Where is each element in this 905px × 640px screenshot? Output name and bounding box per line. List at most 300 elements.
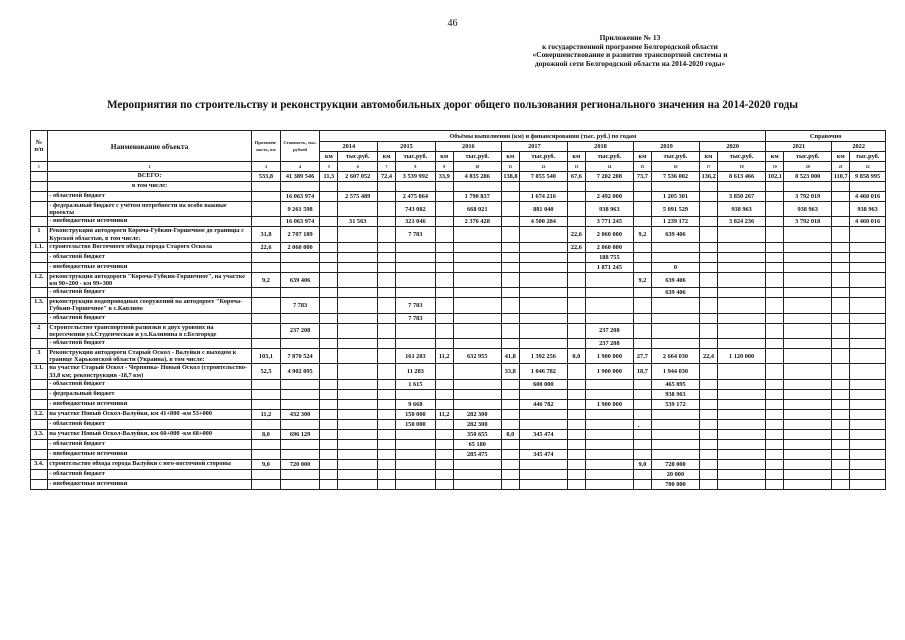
row-value [395,459,435,469]
row-value [567,364,585,379]
row-value: 938 963 [784,202,832,217]
row-value [435,192,453,202]
row-value [717,252,765,262]
row-value [700,449,718,459]
row-value [567,479,585,489]
appendix-header [470,34,790,68]
row-value [252,399,280,409]
row-value: 2 060 000 [280,242,320,252]
row-value [850,313,886,323]
row-number [31,192,48,202]
row-value [435,323,453,338]
row-value [501,479,519,489]
row-value [567,298,585,313]
header-colnum: 3 [252,162,280,172]
header-colnum: 11 [501,162,519,172]
row-value [501,288,519,298]
row-value [585,288,633,298]
table-row [31,227,886,242]
row-value [280,288,320,298]
row-value [832,182,850,192]
row-value [435,217,453,227]
header-colnum: 18 [717,162,765,172]
row-value [766,479,784,489]
row-value: 1 205 301 [651,192,699,202]
row-value: 18,7 [634,364,652,379]
row-value [766,419,784,429]
row-value [320,313,338,323]
row-value: 67,6 [567,172,585,182]
row-value: 103,1 [252,349,280,364]
header-unit: км [320,152,338,162]
row-value [252,419,280,429]
row-value [378,217,396,227]
header-unit: тыс.руб. [784,152,832,162]
row-value: 7 202 208 [585,172,633,182]
row-value: 3 792 018 [784,217,832,227]
header-reference: Справочно [766,131,886,142]
row-value [700,227,718,242]
row-value: 282 300 [453,409,501,419]
row-number: 1.2. [31,272,48,287]
row-value [320,429,338,439]
row-value [519,242,567,252]
row-value [850,339,886,349]
row-value [320,323,338,338]
row-value [700,262,718,272]
row-value [378,323,396,338]
row-value [567,439,585,449]
row-value: 2 664 030 [651,349,699,364]
row-value: 1 790 837 [453,192,501,202]
row-value [766,389,784,399]
row-value [567,449,585,459]
row-value [766,429,784,439]
row-name: - областной бюджет [47,339,252,349]
row-value: 22,6 [252,242,280,252]
row-number [31,172,48,182]
row-value [280,389,320,399]
row-value: 4 835 286 [453,172,501,182]
row-value: 8,0 [501,429,519,439]
row-value: 31 563 [338,217,378,227]
row-value [700,182,718,192]
row-value [832,217,850,227]
row-value [338,349,378,364]
row-value [501,192,519,202]
row-value [850,288,886,298]
row-value [700,288,718,298]
row-value [280,449,320,459]
row-value: 938 963 [717,202,765,217]
row-value [519,298,567,313]
table-row [31,469,886,479]
row-value [832,242,850,252]
row-value [501,409,519,419]
row-number: 1.3. [31,298,48,313]
row-name: реконструкция автодороги "Короча-Губкин-Горшечное", на участке км 90+200 - км 99+300 [47,272,252,287]
row-value [784,469,832,479]
row-value [338,242,378,252]
row-value [501,242,519,252]
row-value: 1 615 [395,379,435,389]
row-value [453,479,501,489]
row-value [320,262,338,272]
row-value: 7 783 [395,298,435,313]
row-value [338,298,378,313]
row-value [567,313,585,323]
row-value [501,459,519,469]
row-value [567,399,585,409]
row-value: 110,7 [833,173,848,180]
row-value: 188 755 [585,252,633,262]
row-value [320,379,338,389]
row-value [766,192,784,202]
row-value [850,182,886,192]
row-value [766,202,784,217]
row-value [832,449,850,459]
page-number: 46 [447,18,458,29]
row-value [832,349,850,364]
row-value [338,272,378,287]
row-value [634,252,652,262]
row-value [784,429,832,439]
row-value [832,192,850,202]
row-value: 1 046 782 [519,364,567,379]
row-value: 4 460 016 [850,217,886,227]
row-value [338,252,378,262]
row-value: 0 [651,262,699,272]
header-colnum: 2 [47,162,252,172]
row-value [378,252,396,262]
table-row [31,439,886,449]
row-value [832,272,850,287]
row-value [567,469,585,479]
appendix-line: к государственной программе Белгородской области [542,41,718,51]
row-value [519,313,567,323]
row-value: 9 668 [395,399,435,409]
row-number [31,313,48,323]
row-value [850,479,886,489]
row-value [850,429,886,439]
row-value: 639 406 [651,272,699,287]
row-value [501,252,519,262]
table-row [31,449,886,459]
header-colnum: 12 [519,162,567,172]
row-value [766,182,784,192]
row-value [567,182,585,192]
row-value: 41 389 546 [280,172,320,182]
row-value: 4 460 016 [850,192,886,202]
row-value [832,409,850,419]
row-value [519,227,567,242]
header-colnum: 17 [700,162,718,172]
row-value [850,262,886,272]
header-unit: км [832,152,850,162]
row-value [585,409,633,419]
row-value: 16 063 974 [280,217,320,227]
row-value [784,349,832,364]
row-value [378,192,396,202]
row-value [832,389,850,399]
row-value [784,379,832,389]
row-value [651,339,699,349]
row-value [700,419,718,429]
row-value: 0,0 [567,349,585,364]
row-value [519,469,567,479]
row-value [567,379,585,389]
row-value [519,419,567,429]
row-value [585,182,633,192]
header-colnums-row [31,162,886,172]
row-value [338,202,378,217]
row-number [31,379,48,389]
row-value [766,469,784,479]
roads-table [30,130,886,490]
row-value [453,242,501,252]
row-value [634,379,652,389]
row-value [700,272,718,287]
row-value [850,272,886,287]
header-name: Наименование объекта [47,131,252,162]
row-value [634,262,652,272]
row-value [252,298,280,313]
row-value: 9 858 995 [850,172,886,182]
table-row [31,339,886,349]
row-value [338,389,378,399]
row-value: 237 208 [280,323,320,338]
row-name: - областной бюджет [47,288,252,298]
row-value [280,313,320,323]
row-value [832,419,850,429]
row-value [634,298,652,313]
row-value [717,469,765,479]
row-name: Реконструкция автодороги Старый Оскол - Валуйки с выходом к границе Харьковской области (Украина), в том числе: [47,349,252,364]
row-value [519,272,567,287]
row-value [501,298,519,313]
row-value [850,379,886,389]
row-value [453,379,501,389]
row-name: строительство обхода города Валуйки с юго-восточной стороны [47,459,252,469]
row-number [31,182,48,192]
header-unit: тыс.руб. [338,152,378,162]
row-value [435,479,453,489]
row-number: 3.3. [31,429,48,439]
row-value [435,242,453,252]
row-value [395,288,435,298]
row-name: Реконструкция автодороги Короча-Губкин-Горшечное до границы с Курской областью, в том числе: [47,227,252,242]
row-value: 8 523 000 [784,172,832,182]
row-value: 11,2 [252,409,280,419]
row-value: 668 021 [453,202,501,217]
row-value [651,182,699,192]
row-value [700,217,718,227]
row-value [453,364,501,379]
row-value [717,262,765,272]
row-value [567,192,585,202]
table-row [31,262,886,272]
row-value: 9,2 [252,272,280,287]
row-value [280,419,320,429]
row-value [395,469,435,479]
row-value [634,192,652,202]
row-value [435,288,453,298]
row-value [252,439,280,449]
row-value [280,182,320,192]
header-year: 2022 [832,142,886,152]
row-value [585,379,633,389]
header-unit: тыс.руб. [453,152,501,162]
row-value [651,439,699,449]
row-value [651,242,699,252]
row-value [320,419,338,429]
header-year: 2017 [501,142,567,152]
row-value [395,252,435,262]
header-unit: км [634,152,652,162]
row-value [567,389,585,399]
row-name: Строительство транспортной развязки в двух уровнях на пересечении ул.Студенческая и ул.Калинина в г.Белгороде [47,323,252,338]
row-value [634,217,652,227]
row-value [850,349,886,364]
table-row [31,192,886,202]
row-value: 7 783 [280,298,320,313]
row-value [717,339,765,349]
row-value [453,313,501,323]
row-value [338,439,378,449]
row-value: 345 474 [519,429,567,439]
row-value [252,469,280,479]
row-name: строительство Восточного обхода города Старого Оскола [47,242,252,252]
row-value: 11,2 [435,349,453,364]
row-value [453,262,501,272]
row-number: 1 [31,227,48,242]
row-value [585,449,633,459]
row-name: - внебюджетные источники [47,399,252,409]
row-value: 720 000 [280,459,320,469]
row-value [501,272,519,287]
row-number [31,479,48,489]
row-value: 285 475 [453,449,501,459]
row-value [717,379,765,389]
row-value: 2 492 000 [585,192,633,202]
table-body [31,172,886,490]
row-value [784,449,832,459]
row-name: на участке Старый Оскол - Чернянка- Новый Оскол (строительство- 33,8 км; реконструкция -18,7 км) [47,364,252,379]
row-value [378,288,396,298]
row-value [832,429,850,439]
row-value [378,262,396,272]
row-value [453,469,501,479]
row-value: 3 824 236 [717,217,765,227]
row-value: 33,9 [435,172,453,182]
row-value [766,288,784,298]
row-value [766,339,784,349]
row-value: 22,6 [567,242,585,252]
row-value [717,479,765,489]
row-value [700,389,718,399]
row-value [435,313,453,323]
row-value [784,298,832,313]
stray-mark: · [637,422,641,433]
row-value [850,409,886,419]
row-value [634,469,652,479]
row-value [378,389,396,399]
row-name: на участке Новый Оскол-Валуйки, км 41+800 -км 53+000 [47,409,252,419]
row-value: 33,8 [501,364,519,379]
row-value [634,242,652,252]
row-value [567,459,585,469]
row-value [378,399,396,409]
row-value [832,323,850,338]
row-value [651,429,699,439]
table-row [31,272,886,287]
row-value [501,323,519,338]
row-value: 2 060 000 [585,227,633,242]
row-name: - областной бюджет [47,379,252,389]
header-unit: тыс.руб. [395,152,435,162]
row-value [280,339,320,349]
row-value: 4 500 284 [519,217,567,227]
row-value [585,313,633,323]
row-name: на участке Новый Оскол-Валуйки, км 60+000 -км 68+000 [47,429,252,439]
row-value: 9 261 598 [280,202,320,217]
row-value [435,364,453,379]
table-row [31,459,886,469]
row-value: 3 771 245 [585,217,633,227]
row-value [700,469,718,479]
row-value [634,313,652,323]
row-name: - внебюджетные источники [47,217,252,227]
table-row [31,389,886,399]
row-value: 11 283 [395,364,435,379]
row-value [850,298,886,313]
document-title: Мероприятия по строительству и реконструкции автомобильных дорог общего пользования регионального значения на 2014-2020 годы [106,99,799,111]
row-value [700,479,718,489]
row-value [501,182,519,192]
row-value: 72,4 [378,172,396,182]
header-colnum: 1 [31,162,48,172]
row-value [320,339,338,349]
header-colnum: 6 [338,162,378,172]
row-value [634,389,652,399]
header-unit: тыс.руб. [850,152,886,162]
row-value [634,202,652,217]
row-value [766,449,784,459]
row-value [501,469,519,479]
row-value [280,469,320,479]
header-year: 2021 [766,142,832,152]
row-value [717,419,765,429]
header-year: 2020 [700,142,766,152]
header-length: Протяжён-ность, км [252,131,280,162]
row-value [634,449,652,459]
row-value [567,272,585,287]
row-value [634,409,652,419]
row-value: 8 613 466 [717,172,765,182]
row-value [567,429,585,439]
row-value [700,379,718,389]
row-value: 639 406 [651,288,699,298]
row-value [567,217,585,227]
row-value [453,252,501,262]
row-value [567,323,585,338]
header-unit: тыс.руб. [651,152,699,162]
row-value [585,419,633,429]
row-value [252,252,280,262]
row-value: 9,0 [252,459,280,469]
row-value [567,252,585,262]
row-value [832,479,850,489]
